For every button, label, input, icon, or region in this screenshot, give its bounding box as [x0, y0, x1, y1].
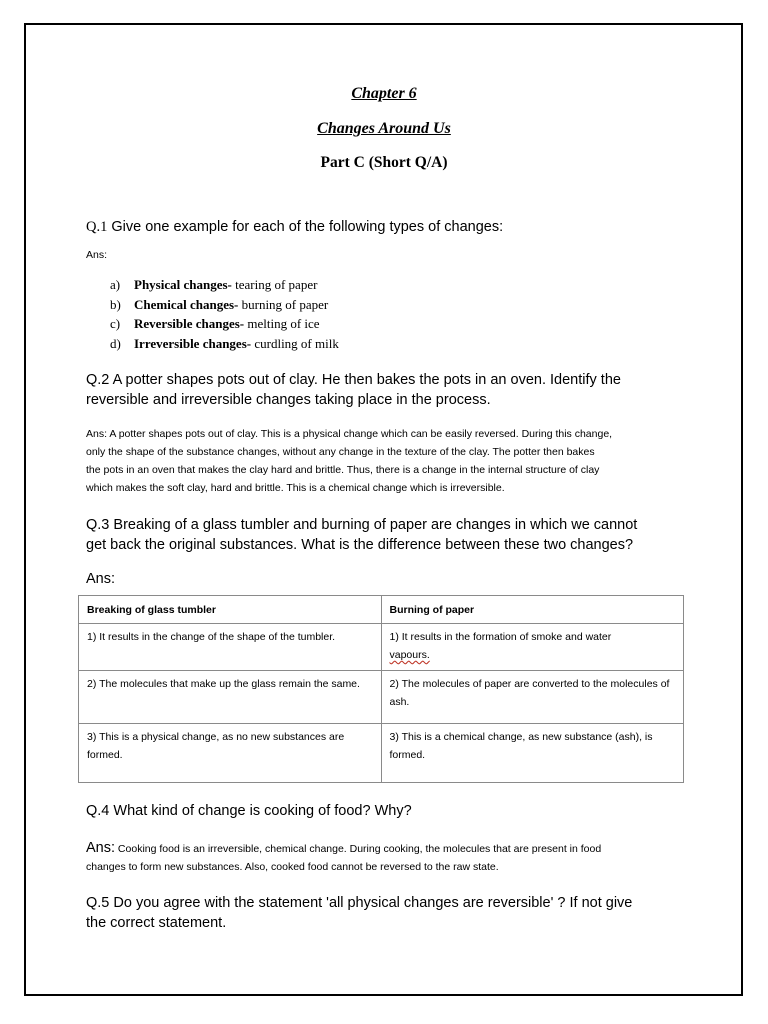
table-row	[79, 624, 684, 671]
table-row	[79, 671, 684, 724]
table-cell: 1) It results in the change of the shape of the tumbler.	[79, 624, 382, 671]
question-3-line-1: Q.3 Breaking of a glass tumbler and burning of paper are changes in which we cannot	[86, 517, 638, 533]
question-3-ans-label: Ans:	[86, 571, 116, 587]
question-2-line-1: Q.2 A potter shapes pots out of clay. He then bakes the pots in an oven. Identify the	[86, 372, 621, 388]
table-cell: 3) This is a chemical change, as new substance (ash), is formed.	[381, 724, 684, 783]
table-cell: 1) It results in the formation of smoke and water vapours.	[381, 624, 684, 671]
question-5	[86, 893, 632, 933]
question-1-number: Q.1	[86, 219, 108, 235]
comparison-table	[78, 595, 684, 783]
question-5-line-2: the correct statement.	[86, 915, 227, 931]
change-types-list	[110, 275, 339, 353]
question-2	[86, 370, 621, 410]
chapter-title: Changes Around Us	[317, 120, 451, 137]
question-5-line-1: Q.5 Do you agree with the statement 'all physical changes are reversible' ? If not give	[86, 895, 633, 911]
question-4: Q.4 What kind of change is cooking of food? Why?	[86, 803, 412, 819]
question-4-answer	[86, 839, 686, 876]
question-4-ans-label: Ans:	[86, 840, 116, 856]
answer-line: which makes the soft clay, hard and brittle. This is a chemical change which is irreversible.	[86, 482, 505, 494]
chapter-heading: Chapter 6	[351, 85, 417, 102]
answer-line: Cooking food is an irreversible, chemical change. During cooking, the molecules that are present in food	[115, 843, 602, 855]
table-cell: 2) The molecules of paper are converted to the molecules of ash.	[381, 671, 684, 724]
question-1-text: Give one example for each of the following types of changes:	[111, 219, 504, 235]
answer-line: Ans: A potter shapes pots out of clay. This is a physical change which can be easily reversed. During this change,	[86, 428, 613, 440]
list-item: d) Irreversible changes- curdling of milk	[110, 335, 339, 351]
question-3	[86, 515, 637, 555]
question-2-line-2: reversible and irreversible changes taking place in the process.	[86, 392, 491, 408]
table-cell: 3) This is a physical change, as no new substances are formed.	[79, 724, 382, 783]
answer-line: changes to form new substances. Also, cooked food cannot be reversed to the raw state.	[86, 861, 499, 873]
table-cell: 2) The molecules that make up the glass remain the same.	[79, 671, 382, 724]
question-1	[86, 217, 503, 237]
table-header-row	[79, 596, 684, 624]
table-header-cell: Burning of paper	[381, 596, 684, 624]
part-heading: Part C (Short Q/A)	[320, 154, 448, 171]
list-item: c) Reversible changes- melting of ice	[110, 316, 320, 331]
spellcheck-word: vapours.	[389, 649, 430, 661]
answer-line: only the shape of the substance changes, without any change in the texture of the clay. The potter then bakes	[86, 446, 595, 458]
table-row	[79, 724, 684, 783]
list-item: a) Physical changes- tearing of paper	[110, 277, 318, 292]
question-2-answer	[86, 425, 612, 497]
table-header-cell: Breaking of glass tumbler	[79, 596, 382, 624]
question-1-ans-label: Ans:	[86, 249, 108, 261]
list-item: b) Chemical changes- burning of paper	[110, 296, 329, 312]
answer-line: the pots in an oven that makes the clay hard and brittle. Thus, there is a change in the internal structure of clay	[86, 464, 600, 476]
question-3-line-2: get back the original substances. What is the difference between these two changes?	[86, 537, 634, 553]
